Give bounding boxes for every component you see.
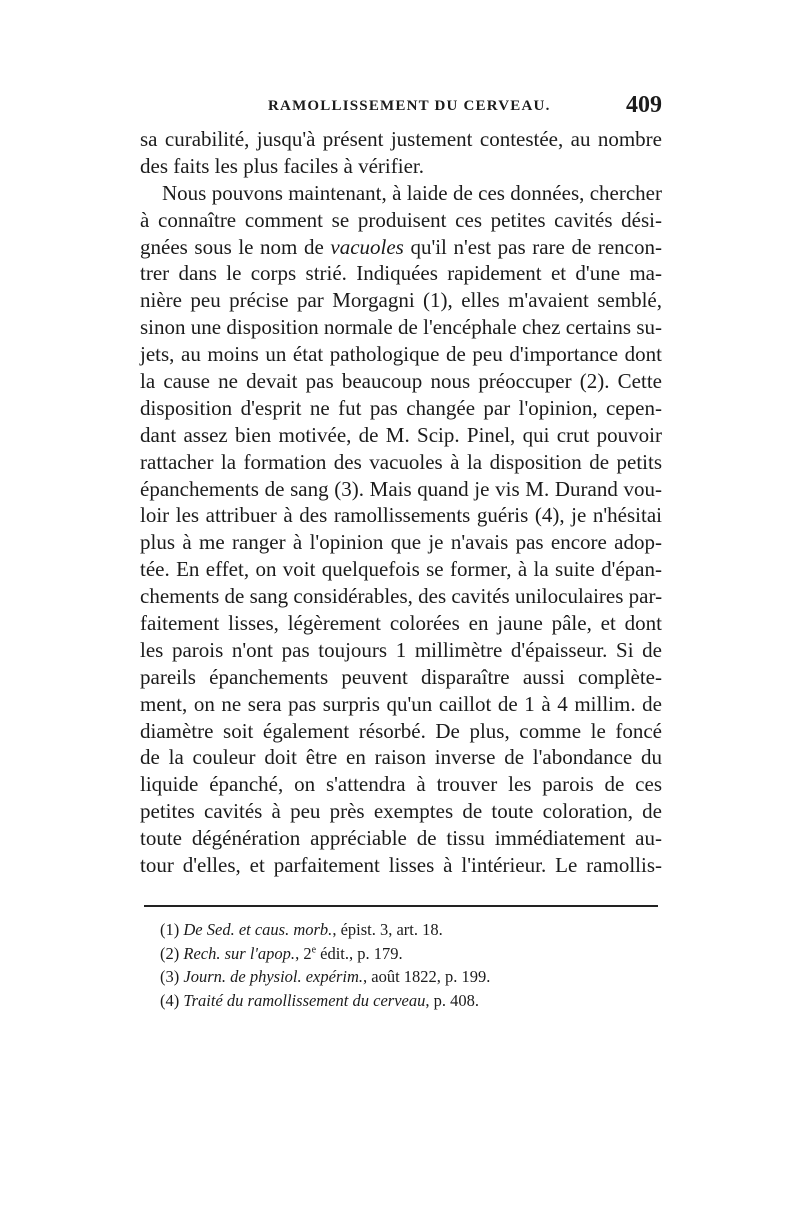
text-line: des faits les plus faciles à vérifier. — [140, 153, 424, 178]
footnote-number: (2) — [160, 943, 180, 963]
text-line: les parois n'ont pas toujours 1 millimètre d'épaisseur. Si de — [140, 637, 662, 662]
footnote-number: (3) — [160, 967, 180, 986]
footnote-rest: , 2 — [295, 943, 312, 963]
footnote — [160, 965, 660, 989]
text-line: pareils épanchements peuvent disparaître aussi complète- — [140, 664, 662, 689]
text-line: loir les attribuer à des ramollissements guéris (4), je n'hésitai — [140, 503, 662, 528]
text-line: disposition d'esprit ne fut pas changée par l'opinion, cepen- — [140, 395, 662, 420]
footnote-superscript: e — [311, 944, 317, 955]
footnote-number: (4) — [160, 990, 180, 1010]
running-title: RAMOLLISSEMENT DU CERVEAU. — [268, 98, 551, 114]
text-line: petites cavités à peu près exemptes de toute coloration, de — [140, 799, 662, 824]
footnote — [160, 989, 660, 1013]
text-line: trer dans le corps strié. Indiquées rapidement et d'une ma- — [140, 261, 662, 286]
text-line: tour d'elles, et parfaitement lisses à l'intérieur. Le ramollis- — [140, 853, 662, 878]
footnote — [160, 942, 660, 966]
text-line: liquide épanché, on s'attendra à trouver les parois de ces — [140, 772, 662, 797]
text-line: plus à me ranger à l'opinion que je n'avais pas encore adop- — [140, 530, 662, 555]
footnote-title: De Sed. et caus. morb. — [183, 920, 333, 939]
text-line: épanchements de sang (3). Mais quand je vis M. Durand vou- — [140, 476, 662, 501]
footnote-rest: , épist. 3, art. 18. — [332, 920, 443, 939]
text-line: toute dégénération appréciable de tissu immédiatement au- — [140, 826, 662, 851]
footnote-rest: édit., p. 179. — [316, 943, 403, 963]
text-line: Nous pouvons maintenant, à laide de ces données, chercher — [162, 180, 662, 205]
text-line: dant assez bien motivée, de M. Scip. Pinel, qui crut pouvoir — [140, 422, 662, 447]
text-line: gnées sous le nom de vacuoles qu'il n'est pas rare de rencon- — [140, 234, 662, 259]
footnotes — [160, 918, 660, 1012]
text-line: ment, on ne sera pas surpris qu'un caillot de 1 à 4 millim. de — [140, 691, 662, 716]
text-line: de la couleur doit être en raison inverse de l'abondance du — [140, 745, 662, 770]
text-line: sinon une disposition normale de l'encéphale chez certains su- — [140, 315, 662, 340]
text-line: rattacher la formation des vacuoles à la disposition de petits — [140, 449, 662, 474]
page-number: 409 — [626, 92, 662, 118]
running-head — [140, 92, 662, 126]
text-line: nière peu précise par Morgagni (1), elles m'avaient semblé, — [140, 288, 662, 313]
text-line: à connaître comment se produisent ces petites cavités dési- — [140, 207, 662, 232]
footnote-title: Rech. sur l'apop. — [183, 943, 296, 963]
text-line: chements de sang considérables, des cavités uniloculaires par- — [140, 584, 663, 609]
footnote-title: Journ. de physiol. expérim. — [183, 967, 363, 986]
text-line: sa curabilité, jusqu'à présent justement contestée, au nombre — [140, 127, 662, 151]
emphasized-word: vacuoles — [330, 234, 404, 259]
footnote-rule — [144, 905, 658, 907]
text-line: jets, au moins un état pathologique de peu d'importance dont — [140, 342, 662, 367]
footnote-number: (1) — [160, 920, 180, 939]
body-text — [140, 126, 662, 879]
footnote — [160, 918, 660, 942]
footnote-rest: , août 1822, p. 199. — [363, 967, 491, 986]
footnote-title: Traité du ramollissement du cerveau — [183, 990, 426, 1010]
text-line: diamètre soit également résorbé. De plus, comme le foncé — [140, 718, 662, 743]
text-line: tée. En effet, on voit quelquefois se former, à la suite d'épan- — [140, 557, 662, 582]
footnote-rest: , p. 408. — [425, 990, 479, 1010]
text-line: faitement lisses, légèrement colorées en jaune pâle, et dont — [140, 611, 662, 636]
text-line: la cause ne devait pas beaucoup nous préoccuper (2). Cette — [140, 369, 662, 394]
